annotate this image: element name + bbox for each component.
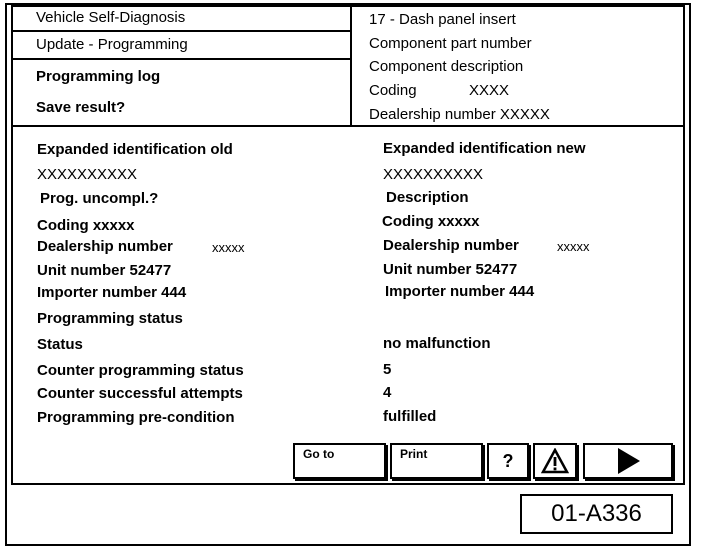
precondition-value: fulfilled xyxy=(383,408,437,425)
header-divider-vertical xyxy=(350,5,352,127)
save-result-prompt: Save result? xyxy=(36,99,126,116)
old-importer-number: Importer number 444 xyxy=(37,284,187,301)
header-coding-label: Coding xyxy=(369,82,417,99)
new-id-value: XXXXXXXXXX xyxy=(383,166,484,183)
counter-programming-value: 5 xyxy=(383,361,392,378)
status-label: Status xyxy=(37,336,83,353)
programming-log-label: Programming log xyxy=(36,68,161,85)
counter-successful-value: 4 xyxy=(383,384,392,401)
help-button-label: ? xyxy=(502,450,514,471)
programming-status-heading: Programming status xyxy=(37,310,183,327)
goto-button-label: Go to xyxy=(303,447,335,461)
new-coding: Coding xxxxx xyxy=(382,213,480,230)
new-dealership-label: Dealership number xyxy=(383,237,519,254)
old-id-value: XXXXXXXXXX xyxy=(37,166,138,183)
warning-triangle-icon xyxy=(541,448,569,474)
app-title: Vehicle Self-Diagnosis xyxy=(36,9,186,26)
component-description: Component description xyxy=(369,58,524,75)
header-divider-bottom xyxy=(11,125,685,127)
goto-button[interactable] xyxy=(293,443,386,479)
old-status-note: Prog. uncompl.? xyxy=(40,190,159,207)
header-coding-value: XXXX xyxy=(469,82,510,99)
status-value: no malfunction xyxy=(383,335,491,352)
old-unit-number: Unit number 52477 xyxy=(37,262,172,279)
component-part-number: Component part number xyxy=(369,35,532,52)
old-dealership-value: xxxxx xyxy=(212,240,245,255)
print-button-label: Print xyxy=(400,447,428,461)
header-dealership-number: Dealership number XXXXX xyxy=(369,106,550,123)
precondition-label: Programming pre-condition xyxy=(37,409,235,426)
old-id-heading: Expanded identification old xyxy=(37,141,233,158)
counter-successful-label: Counter successful attempts xyxy=(37,385,243,402)
help-button[interactable] xyxy=(487,443,529,479)
title-underline xyxy=(11,30,351,32)
warning-button[interactable] xyxy=(533,443,577,479)
play-arrow-icon xyxy=(613,446,643,476)
old-coding: Coding xxxxx xyxy=(37,217,135,234)
function-underline xyxy=(11,58,351,60)
new-unit-number: Unit number 52477 xyxy=(383,261,518,278)
old-dealership-label: Dealership number xyxy=(37,238,173,255)
new-description: Description xyxy=(386,189,469,206)
next-button[interactable] xyxy=(583,443,673,479)
figure-reference: 01-A336 xyxy=(520,494,673,534)
new-dealership-value: xxxxx xyxy=(557,239,590,254)
print-button[interactable] xyxy=(390,443,483,479)
new-id-heading: Expanded identification new xyxy=(383,140,586,157)
new-importer-number: Importer number 444 xyxy=(385,283,535,300)
control-unit-title: 17 - Dash panel insert xyxy=(369,11,516,28)
function-title: Update - Programming xyxy=(36,36,188,53)
counter-programming-label: Counter programming status xyxy=(37,362,244,379)
